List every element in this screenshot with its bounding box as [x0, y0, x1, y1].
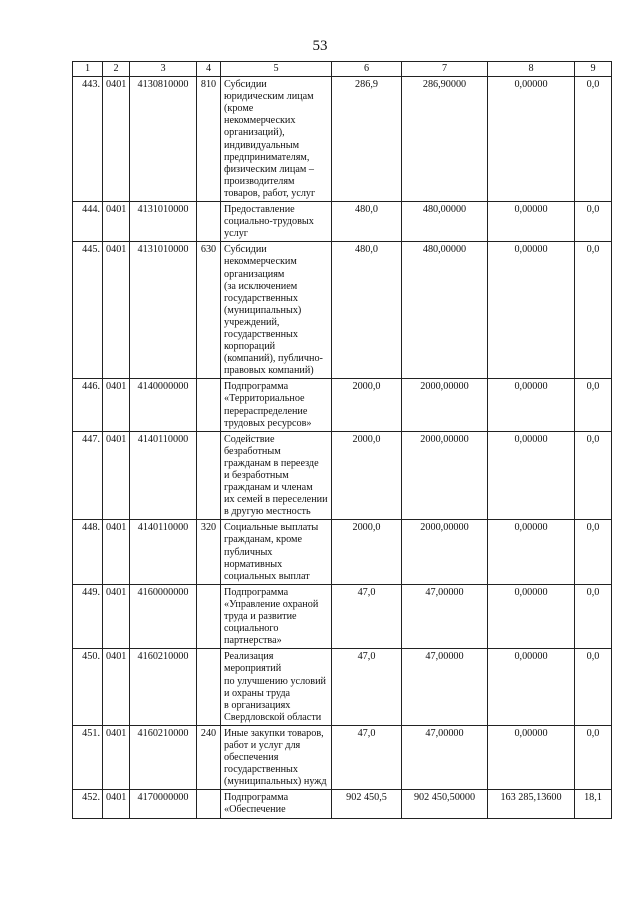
- expense-kind: [197, 584, 221, 648]
- expense-kind: 810: [197, 77, 221, 202]
- column-header: 6: [332, 62, 402, 77]
- percent: 0,0: [575, 77, 612, 202]
- amount-col7: 47,00000: [402, 649, 488, 726]
- row-number: 448.: [73, 520, 103, 584]
- table-row: [73, 790, 612, 818]
- item-name: Субсидии некоммерческим организациям (за исключением государственных (муниципальных) учреждений, государственных корпораций (компаний), публично- правовых компаний): [221, 242, 332, 379]
- item-name: Реализация мероприятий по улучшению условий и охраны труда в организациях Свердловской области: [221, 649, 332, 726]
- section-code: 0401: [103, 431, 130, 520]
- column-header: 4: [197, 62, 221, 77]
- section-code: 0401: [103, 77, 130, 202]
- item-name: Подпрограмма «Управление охраной труда и развитие социального партнерства»: [221, 584, 332, 648]
- target-article: 4160210000: [130, 649, 197, 726]
- column-number-row: [73, 62, 612, 77]
- target-article: 4131010000: [130, 202, 197, 242]
- column-header: 9: [575, 62, 612, 77]
- amount-col7: 47,00000: [402, 725, 488, 789]
- target-article: 4140000000: [130, 379, 197, 431]
- amount-col8: 0,00000: [488, 649, 575, 726]
- target-article: 4140110000: [130, 431, 197, 520]
- item-name: Субсидии юридическим лицам (кроме некоммерческих организаций), индивидуальным предпринимателям, физическим лицам – производителям товаров, работ, услуг: [221, 77, 332, 202]
- table-row: [73, 584, 612, 648]
- amount-col7: 902 450,50000: [402, 790, 488, 818]
- amount-col7: 2000,00000: [402, 379, 488, 431]
- percent: 0,0: [575, 379, 612, 431]
- plan-amount: 480,0: [332, 202, 402, 242]
- item-name: Социальные выплаты гражданам, кроме публичных нормативных социальных выплат: [221, 520, 332, 584]
- section-code: 0401: [103, 790, 130, 818]
- section-code: 0401: [103, 242, 130, 379]
- section-code: 0401: [103, 520, 130, 584]
- plan-amount: 2000,0: [332, 520, 402, 584]
- amount-col8: 0,00000: [488, 379, 575, 431]
- amount-col7: 480,00000: [402, 242, 488, 379]
- expense-kind: [197, 649, 221, 726]
- target-article: 4131010000: [130, 242, 197, 379]
- amount-col7: 2000,00000: [402, 520, 488, 584]
- expense-kind: 630: [197, 242, 221, 379]
- amount-col7: 47,00000: [402, 584, 488, 648]
- plan-amount: 47,0: [332, 725, 402, 789]
- item-name: Предоставление социально-трудовых услуг: [221, 202, 332, 242]
- item-name: Содействие безработным гражданам в переезде и безработным гражданам и членам их семей в переселении в другую местность: [221, 431, 332, 520]
- amount-col8: 0,00000: [488, 202, 575, 242]
- plan-amount: 2000,0: [332, 379, 402, 431]
- column-header: 8: [488, 62, 575, 77]
- percent: 0,0: [575, 242, 612, 379]
- amount-col7: 480,00000: [402, 202, 488, 242]
- section-code: 0401: [103, 649, 130, 726]
- row-number: 452.: [73, 790, 103, 818]
- section-code: 0401: [103, 379, 130, 431]
- row-number: 445.: [73, 242, 103, 379]
- section-code: 0401: [103, 202, 130, 242]
- amount-col8: 0,00000: [488, 584, 575, 648]
- expense-kind: [197, 431, 221, 520]
- table-row: [73, 379, 612, 431]
- row-number: 450.: [73, 649, 103, 726]
- percent: 0,0: [575, 725, 612, 789]
- target-article: 4170000000: [130, 790, 197, 818]
- plan-amount: 2000,0: [332, 431, 402, 520]
- amount-col8: 0,00000: [488, 77, 575, 202]
- column-header: 2: [103, 62, 130, 77]
- percent: 0,0: [575, 520, 612, 584]
- budget-table: [72, 61, 612, 819]
- table-row: [73, 77, 612, 202]
- amount-col7: 2000,00000: [402, 431, 488, 520]
- page-number: 53: [312, 38, 328, 54]
- target-article: 4160210000: [130, 725, 197, 789]
- table-row: [73, 431, 612, 520]
- expense-kind: [197, 379, 221, 431]
- percent: 0,0: [575, 431, 612, 520]
- amount-col8: 0,00000: [488, 242, 575, 379]
- percent: 0,0: [575, 584, 612, 648]
- table-row: [73, 242, 612, 379]
- plan-amount: 902 450,5: [332, 790, 402, 818]
- column-header: 7: [402, 62, 488, 77]
- row-number: 449.: [73, 584, 103, 648]
- target-article: 4130810000: [130, 77, 197, 202]
- section-code: 0401: [103, 584, 130, 648]
- section-code: 0401: [103, 725, 130, 789]
- percent: 0,0: [575, 202, 612, 242]
- amount-col8: 0,00000: [488, 725, 575, 789]
- table-row: [73, 202, 612, 242]
- plan-amount: 480,0: [332, 242, 402, 379]
- plan-amount: 286,9: [332, 77, 402, 202]
- percent: 18,1: [575, 790, 612, 818]
- expense-kind: 320: [197, 520, 221, 584]
- expense-kind: 240: [197, 725, 221, 789]
- amount-col8: 0,00000: [488, 431, 575, 520]
- table-row: [73, 725, 612, 789]
- item-name: Иные закупки товаров, работ и услуг для обеспечения государственных (муниципальных) нужд: [221, 725, 332, 789]
- column-header: 3: [130, 62, 197, 77]
- row-number: 446.: [73, 379, 103, 431]
- table-row: [73, 520, 612, 584]
- expense-kind: [197, 202, 221, 242]
- row-number: 451.: [73, 725, 103, 789]
- item-name: Подпрограмма «Обеспечение: [221, 790, 332, 818]
- item-name: Подпрограмма «Территориальное перераспределение трудовых ресурсов»: [221, 379, 332, 431]
- row-number: 443.: [73, 77, 103, 202]
- row-number: 444.: [73, 202, 103, 242]
- plan-amount: 47,0: [332, 584, 402, 648]
- amount-col7: 286,90000: [402, 77, 488, 202]
- plan-amount: 47,0: [332, 649, 402, 726]
- column-header: 5: [221, 62, 332, 77]
- amount-col8: 0,00000: [488, 520, 575, 584]
- amount-col8: 163 285,13600: [488, 790, 575, 818]
- expense-kind: [197, 790, 221, 818]
- target-article: 4140110000: [130, 520, 197, 584]
- column-header: 1: [73, 62, 103, 77]
- row-number: 447.: [73, 431, 103, 520]
- percent: 0,0: [575, 649, 612, 726]
- table-row: [73, 649, 612, 726]
- target-article: 4160000000: [130, 584, 197, 648]
